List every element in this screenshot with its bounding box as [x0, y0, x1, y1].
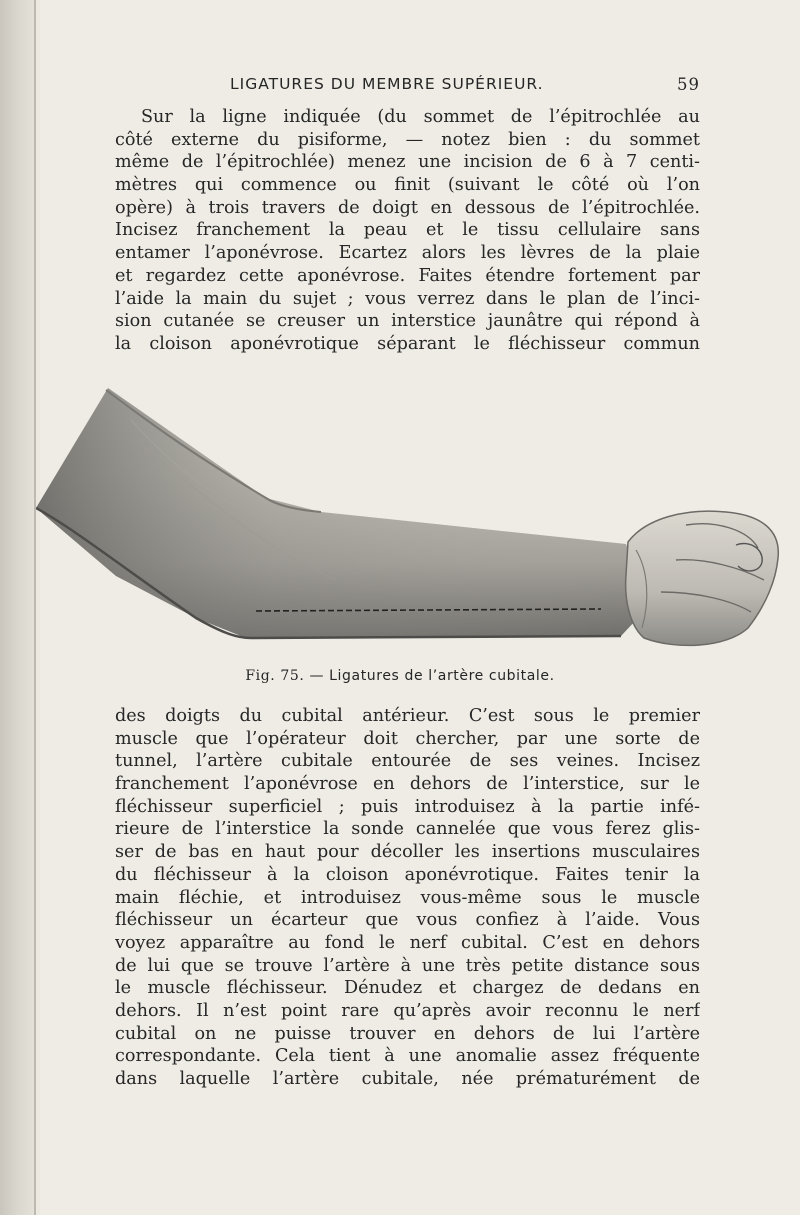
text-line: du fléchisseur à la cloison aponévrotique. Faites tenir la	[115, 864, 700, 885]
paragraph-1	[115, 106, 700, 356]
text-line: de lui que se trouve l’artère à une très petite distance sous	[115, 955, 700, 976]
figure-caption	[0, 668, 800, 684]
text-line: fléchisseur un écarteur que vous confiez à l’aide. Vous	[115, 910, 700, 931]
text-line: cubital on ne puisse trouver en dehors de lui l’artère	[115, 1023, 700, 1044]
figure-number: Fig. 75.	[245, 668, 305, 684]
book-gutter	[0, 0, 34, 1215]
text-line: sion cutanée se creuser un interstice jaunâtre qui répond à	[115, 311, 700, 332]
figure-caption-text: — Ligatures de l’artère cubitale.	[309, 668, 555, 684]
text-line: main fléchie, et introduisez vous-même sous le muscle	[115, 887, 700, 908]
text-line: opère) à trois travers de doigt en dessous de l’épitrochlée.	[115, 197, 700, 218]
text-line: et regardez cette aponévrose. Faites étendre fortement par	[115, 265, 700, 286]
text-line: mètres qui commence ou finit (suivant le côté où l’on	[115, 175, 700, 196]
forearm	[36, 388, 636, 638]
text-line: l’aide la main du sujet ; vous verrez dans le plan de l’inci-	[115, 288, 700, 309]
text-line: ser de bas en haut pour décoller les insertions musculaires	[115, 842, 700, 863]
running-header	[115, 75, 700, 97]
paragraph-2	[115, 705, 700, 1091]
text-line: des doigts du cubital antérieur. C’est sous le premier	[115, 706, 700, 726]
text-line: entamer l’aponévrose. Ecartez alors les lèvres de la plaie	[115, 243, 700, 264]
text-line: le muscle fléchisseur. Dénudez et chargez de dedans en	[115, 978, 700, 999]
text-line: voyez apparaître au fond le nerf cubital. C’est en dehors	[115, 932, 700, 953]
text-line: tunnel, l’artère cubitale entourée de ses veines. Incisez	[115, 751, 700, 772]
text-line: rieure de l’interstice la sonde cannelée que vous ferez glis-	[115, 819, 700, 840]
text-line: correspondante. Cela tient à une anomalie assez fréquente	[115, 1046, 700, 1067]
running-title: LIGATURES DU MEMBRE SUPÉRIEUR.	[230, 75, 544, 93]
text-line: même de l’épitrochlée) menez une incision de 6 à 7 centi-	[115, 152, 700, 173]
text-line: franchement l’aponévrose en dehors de l’interstice, sur le	[115, 774, 700, 795]
text-line: muscle que l’opérateur doit chercher, par une sorte de	[115, 728, 700, 749]
forearm-illustration	[36, 380, 786, 660]
fist	[626, 511, 779, 645]
text-line: dans laquelle l’artère cubitale, née prématurément de	[115, 1069, 700, 1089]
text-line: fléchisseur superficiel ; puis introduisez à la partie infé-	[115, 796, 700, 817]
text-line: Sur la ligne indiquée (du sommet de l’épitrochlée au	[141, 107, 700, 127]
text-line: côté externe du pisiforme, — notez bien : du sommet	[115, 129, 700, 150]
text-line: la cloison aponévrotique séparant le fléchisseur commun	[115, 333, 700, 354]
page-number: 59	[677, 75, 700, 94]
text-line: dehors. Il n’est point rare qu’après avoir reconnu le nerf	[115, 1000, 700, 1021]
text-line: Incisez franchement la peau et le tissu cellulaire sans	[115, 220, 700, 241]
